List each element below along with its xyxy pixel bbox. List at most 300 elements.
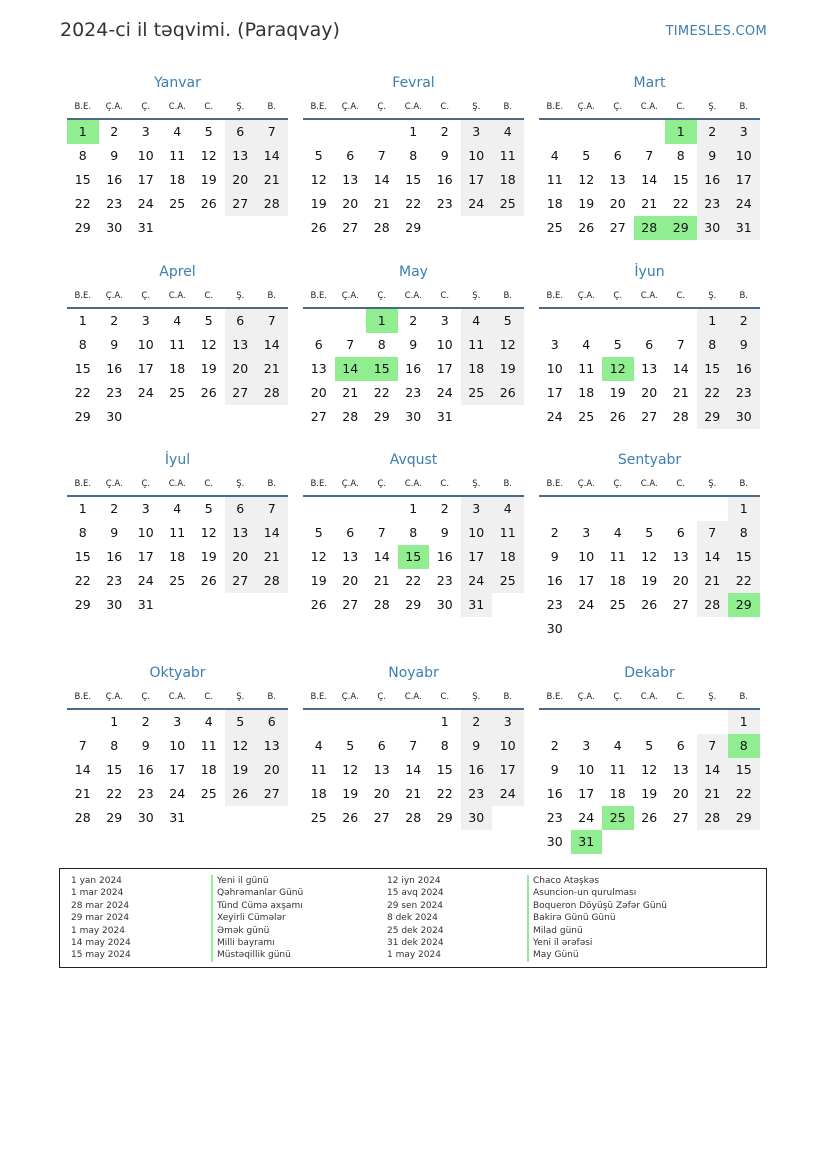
empty-cell (728, 617, 760, 641)
day-cell: 28 (256, 569, 288, 593)
day-cell: 24 (546, 409, 563, 424)
empty-cell (67, 710, 99, 734)
weekday-label: B. (267, 102, 277, 112)
empty-cell (429, 216, 461, 240)
empty-cell (492, 806, 524, 830)
day-cell: 3 (141, 124, 150, 139)
weekday-label: C.A. (404, 291, 422, 301)
day-cell: 14 (256, 521, 288, 545)
empty-cell (193, 806, 225, 830)
day-cell: 23 (697, 192, 729, 216)
empty-cell (602, 309, 634, 333)
legend-date: 28 mar 2024 (71, 900, 130, 911)
day-cell: 23 (546, 597, 563, 612)
day-cell: 24 (461, 192, 493, 216)
holiday-day-cell: 12 (602, 357, 634, 381)
weekday-label: C. (440, 102, 450, 112)
weekday-label: Ş. (472, 102, 481, 112)
day-cell: 25 (169, 385, 186, 400)
day-cell: 17 (492, 758, 524, 782)
empty-cell (162, 593, 194, 617)
day-cell: 22 (728, 569, 760, 593)
legend-names-left (211, 875, 303, 962)
day-cell: 6 (225, 309, 257, 333)
weekday-label: C.A. (640, 692, 658, 702)
day-cell: 30 (405, 409, 422, 424)
weekday-label: Ç.A. (341, 692, 359, 702)
month-name: Fevral (392, 75, 435, 91)
day-cell: 12 (492, 333, 524, 357)
legend-date: 1 mar 2024 (71, 888, 124, 899)
day-cell: 26 (310, 597, 327, 612)
day-cell: 30 (546, 621, 563, 636)
day-cell: 4 (613, 525, 622, 540)
weekday-label: C.A. (640, 479, 658, 489)
day-cell: 21 (256, 545, 288, 569)
day-cell: 10 (169, 738, 186, 753)
day-cell: 18 (578, 385, 595, 400)
empty-cell (225, 405, 257, 429)
empty-cell (492, 405, 524, 429)
day-cell: 24 (137, 573, 154, 588)
holiday-day-cell: 15 (366, 357, 398, 381)
day-cell: 27 (609, 220, 626, 235)
empty-cell (571, 309, 603, 333)
weekday-label: B. (267, 479, 277, 489)
empty-cell (571, 120, 603, 144)
weekday-label: C. (204, 291, 214, 301)
day-cell: 25 (492, 192, 524, 216)
legend-holiday-name: Yeni il ərəfəsi (527, 937, 667, 949)
day-cell: 21 (373, 196, 390, 211)
empty-cell (634, 120, 666, 144)
day-cell: 21 (256, 168, 288, 192)
day-cell: 13 (672, 762, 689, 777)
day-cell: 6 (676, 525, 685, 540)
empty-cell (492, 593, 524, 617)
day-cell: 19 (492, 357, 524, 381)
legend-holiday-name: Qəhrəmanlar Günü (211, 887, 303, 899)
day-cell: 8 (409, 148, 418, 163)
month-mart (539, 72, 760, 240)
day-cell: 2 (461, 710, 493, 734)
day-cell: 31 (169, 810, 186, 825)
day-cell: 25 (461, 381, 493, 405)
month-noyabr (303, 662, 524, 830)
legend-date: 15 may 2024 (71, 950, 131, 961)
day-cell: 20 (609, 196, 626, 211)
weekday-label: B.E. (546, 102, 564, 112)
weekday-label: B. (503, 479, 513, 489)
day-cell: 3 (440, 313, 449, 328)
weekday-header (303, 96, 524, 120)
legend-holiday-name: Milad günü (527, 925, 667, 937)
day-cell: 15 (106, 762, 123, 777)
day-cell: 14 (256, 144, 288, 168)
weekday-label: Ç. (377, 291, 387, 301)
empty-cell (634, 617, 666, 641)
empty-cell (539, 120, 571, 144)
day-cell: 16 (405, 361, 422, 376)
month-name: Avqust (389, 452, 438, 468)
day-cell: 29 (405, 597, 422, 612)
day-cell: 17 (461, 545, 493, 569)
day-cell: 25 (169, 573, 186, 588)
day-cell: 4 (173, 313, 182, 328)
day-grid (539, 309, 760, 429)
day-cell: 31 (436, 409, 453, 424)
weekday-label: Ç. (613, 291, 623, 301)
day-cell: 7 (78, 738, 87, 753)
day-cell: 17 (137, 549, 154, 564)
weekday-header (67, 96, 288, 120)
day-cell: 18 (492, 545, 524, 569)
month-name: Aprel (159, 264, 196, 280)
day-grid (67, 497, 288, 617)
day-cell: 30 (106, 409, 123, 424)
day-grid (303, 710, 524, 830)
empty-cell (366, 120, 398, 144)
day-cell: 27 (672, 597, 689, 612)
day-grid (303, 120, 524, 240)
day-cell: 26 (578, 220, 595, 235)
day-cell: 27 (225, 192, 257, 216)
empty-cell (602, 710, 634, 734)
day-cell: 25 (310, 810, 327, 825)
day-cell: 28 (74, 810, 91, 825)
day-cell: 21 (342, 385, 359, 400)
day-cell: 22 (405, 573, 422, 588)
day-cell: 22 (74, 196, 91, 211)
day-cell: 7 (409, 738, 418, 753)
empty-cell (225, 593, 257, 617)
day-cell: 22 (74, 385, 91, 400)
day-cell: 10 (546, 361, 563, 376)
weekday-label: B. (267, 291, 277, 301)
day-cell: 6 (676, 738, 685, 753)
day-cell: 12 (225, 734, 257, 758)
day-cell: 19 (225, 758, 257, 782)
day-cell: 21 (697, 782, 729, 806)
month-name: Dekabr (624, 665, 675, 681)
day-cell: 12 (200, 525, 217, 540)
legend-dates-left (71, 875, 131, 962)
day-cell: 2 (440, 124, 449, 139)
day-cell: 13 (342, 172, 359, 187)
day-cell: 13 (342, 549, 359, 564)
weekday-label: Ç.A. (105, 102, 123, 112)
day-cell: 8 (78, 148, 87, 163)
weekday-label: C.A. (404, 479, 422, 489)
day-cell: 16 (436, 549, 453, 564)
legend-date: 29 sen 2024 (387, 900, 444, 911)
empty-cell (602, 497, 634, 521)
day-cell: 16 (697, 168, 729, 192)
day-cell: 18 (310, 786, 327, 801)
holiday-day-cell: 29 (665, 216, 697, 240)
day-cell: 17 (436, 361, 453, 376)
day-cell: 19 (200, 549, 217, 564)
day-grid (303, 309, 524, 429)
legend-date: 1 yan 2024 (71, 876, 122, 886)
weekday-label: Ç. (141, 102, 151, 112)
brand-link[interactable]: TIMESLES.COM (665, 24, 767, 39)
day-cell: 18 (169, 172, 186, 187)
day-grid (539, 497, 760, 641)
day-cell: 13 (225, 521, 257, 545)
weekday-label: C. (204, 692, 214, 702)
day-cell: 5 (204, 313, 213, 328)
month-name: Noyabr (388, 665, 439, 681)
day-cell: 21 (641, 196, 658, 211)
day-cell: 23 (436, 573, 453, 588)
empty-cell (539, 309, 571, 333)
day-cell: 12 (641, 762, 658, 777)
weekday-label: C. (440, 291, 450, 301)
day-cell: 18 (461, 357, 493, 381)
weekday-label: B.E. (310, 291, 328, 301)
day-cell: 7 (256, 309, 288, 333)
month-dekabr (539, 662, 760, 854)
empty-cell (571, 497, 603, 521)
weekday-label: Ş. (708, 102, 717, 112)
month-i̇yul (67, 449, 288, 617)
day-cell: 8 (110, 738, 119, 753)
legend-holiday-name: May Günü (527, 949, 667, 961)
weekday-label: C.A. (168, 291, 186, 301)
day-grid (67, 710, 288, 830)
day-cell: 18 (169, 361, 186, 376)
day-cell: 20 (225, 168, 257, 192)
weekday-label: Ç. (141, 479, 151, 489)
empty-cell (366, 497, 398, 521)
day-cell: 10 (436, 337, 453, 352)
day-cell: 5 (492, 309, 524, 333)
day-cell: 28 (256, 192, 288, 216)
day-cell: 9 (110, 525, 119, 540)
empty-cell (697, 830, 729, 854)
empty-cell (571, 710, 603, 734)
day-cell: 21 (672, 385, 689, 400)
day-cell: 1 (409, 501, 418, 516)
day-cell: 3 (141, 313, 150, 328)
day-cell: 29 (728, 806, 760, 830)
day-cell: 8 (728, 521, 760, 545)
day-cell: 10 (578, 549, 595, 564)
day-cell: 25 (546, 220, 563, 235)
weekday-label: C. (440, 479, 450, 489)
weekday-label: B. (739, 291, 749, 301)
day-cell: 3 (173, 714, 182, 729)
weekday-label: Ş. (708, 692, 717, 702)
day-cell: 24 (169, 786, 186, 801)
day-cell: 20 (373, 786, 390, 801)
day-cell: 16 (137, 762, 154, 777)
day-cell: 22 (106, 786, 123, 801)
day-cell: 17 (461, 168, 493, 192)
weekday-label: C. (440, 692, 450, 702)
day-cell: 3 (492, 710, 524, 734)
day-cell: 13 (609, 172, 626, 187)
day-cell: 12 (310, 549, 327, 564)
day-cell: 9 (110, 337, 119, 352)
day-cell: 30 (546, 834, 563, 849)
month-yanvar (67, 72, 288, 240)
day-cell: 27 (342, 597, 359, 612)
day-cell: 17 (546, 385, 563, 400)
day-cell: 6 (314, 337, 323, 352)
weekday-label: Ç.A. (341, 291, 359, 301)
legend-holiday-name: Bakirə Günü Günü (527, 912, 667, 924)
day-cell: 22 (697, 381, 729, 405)
day-cell: 22 (672, 196, 689, 211)
day-cell: 30 (137, 810, 154, 825)
weekday-label: C.A. (404, 102, 422, 112)
day-cell: 23 (106, 196, 123, 211)
weekday-label: Ç.A. (105, 291, 123, 301)
day-cell: 24 (137, 196, 154, 211)
empty-cell (461, 405, 493, 429)
day-cell: 27 (256, 782, 288, 806)
weekday-label: Ş. (236, 479, 245, 489)
day-cell: 12 (200, 337, 217, 352)
day-cell: 20 (672, 573, 689, 588)
empty-cell (130, 405, 162, 429)
holiday-day-cell: 1 (665, 120, 697, 144)
day-cell: 19 (641, 786, 658, 801)
holiday-day-cell: 15 (398, 545, 430, 569)
day-cell: 18 (169, 549, 186, 564)
day-cell: 19 (310, 196, 327, 211)
empty-cell (193, 593, 225, 617)
day-cell: 29 (373, 409, 390, 424)
empty-cell (634, 830, 666, 854)
weekday-label: B. (739, 692, 749, 702)
day-cell: 27 (225, 569, 257, 593)
day-cell: 1 (440, 714, 449, 729)
day-cell: 23 (461, 782, 493, 806)
day-cell: 16 (546, 573, 563, 588)
day-cell: 1 (728, 710, 760, 734)
empty-cell (256, 405, 288, 429)
day-cell: 8 (377, 337, 386, 352)
day-cell: 11 (169, 525, 186, 540)
day-grid (67, 120, 288, 240)
weekday-header (303, 686, 524, 710)
day-cell: 4 (461, 309, 493, 333)
weekday-label: Ç.A. (577, 102, 595, 112)
weekday-label: Ç. (613, 692, 623, 702)
weekday-label: Ç.A. (577, 291, 595, 301)
day-cell: 12 (578, 172, 595, 187)
weekday-header (67, 473, 288, 497)
day-cell: 23 (137, 786, 154, 801)
weekday-label: Ş. (472, 479, 481, 489)
empty-cell (602, 120, 634, 144)
holiday-day-cell: 1 (67, 120, 99, 144)
day-cell: 13 (256, 734, 288, 758)
month-oktyabr (67, 662, 288, 830)
empty-cell (225, 806, 257, 830)
day-cell: 13 (641, 361, 658, 376)
day-cell: 13 (672, 549, 689, 564)
empty-cell (492, 216, 524, 240)
day-cell: 4 (492, 120, 524, 144)
day-cell: 25 (578, 409, 595, 424)
day-cell: 30 (436, 597, 453, 612)
day-cell: 9 (440, 525, 449, 540)
day-cell: 11 (310, 762, 327, 777)
day-cell: 8 (78, 337, 87, 352)
weekday-label: C.A. (404, 692, 422, 702)
day-cell: 5 (225, 710, 257, 734)
holiday-day-cell: 14 (335, 357, 367, 381)
day-cell: 11 (578, 361, 595, 376)
day-cell: 15 (405, 172, 422, 187)
weekday-label: B. (267, 692, 277, 702)
legend-date: 14 may 2024 (71, 938, 131, 949)
day-cell: 23 (405, 385, 422, 400)
day-cell: 15 (74, 172, 91, 187)
empty-cell (335, 710, 367, 734)
weekday-label: B. (739, 479, 749, 489)
day-cell: 19 (310, 573, 327, 588)
weekday-label: B.E. (546, 291, 564, 301)
weekday-label: Ç. (377, 692, 387, 702)
day-cell: 7 (256, 497, 288, 521)
day-cell: 1 (110, 714, 119, 729)
day-cell: 20 (310, 385, 327, 400)
empty-cell (335, 120, 367, 144)
weekday-label: Ş. (472, 692, 481, 702)
day-cell: 20 (225, 357, 257, 381)
day-cell: 11 (609, 762, 626, 777)
day-cell: 27 (641, 409, 658, 424)
empty-cell (162, 405, 194, 429)
day-cell: 9 (461, 734, 493, 758)
day-cell: 4 (173, 124, 182, 139)
day-cell: 26 (641, 810, 658, 825)
empty-cell (728, 830, 760, 854)
day-cell: 16 (106, 361, 123, 376)
day-cell: 6 (256, 710, 288, 734)
day-cell: 27 (373, 810, 390, 825)
day-cell: 2 (550, 525, 559, 540)
day-cell: 5 (582, 148, 591, 163)
day-cell: 14 (74, 762, 91, 777)
day-cell: 13 (225, 144, 257, 168)
day-cell: 9 (550, 549, 559, 564)
day-cell: 27 (225, 381, 257, 405)
day-cell: 5 (314, 148, 323, 163)
day-cell: 28 (342, 409, 359, 424)
day-cell: 18 (492, 168, 524, 192)
day-cell: 4 (314, 738, 323, 753)
day-cell: 11 (492, 144, 524, 168)
day-cell: 27 (310, 409, 327, 424)
day-grid (67, 309, 288, 429)
day-cell: 20 (225, 545, 257, 569)
day-grid (303, 497, 524, 617)
day-cell: 5 (645, 738, 654, 753)
day-cell: 28 (373, 220, 390, 235)
day-cell: 8 (440, 738, 449, 753)
day-cell: 14 (697, 758, 729, 782)
empty-cell (335, 309, 367, 333)
day-cell: 7 (697, 734, 729, 758)
day-cell: 20 (256, 758, 288, 782)
empty-cell (697, 710, 729, 734)
